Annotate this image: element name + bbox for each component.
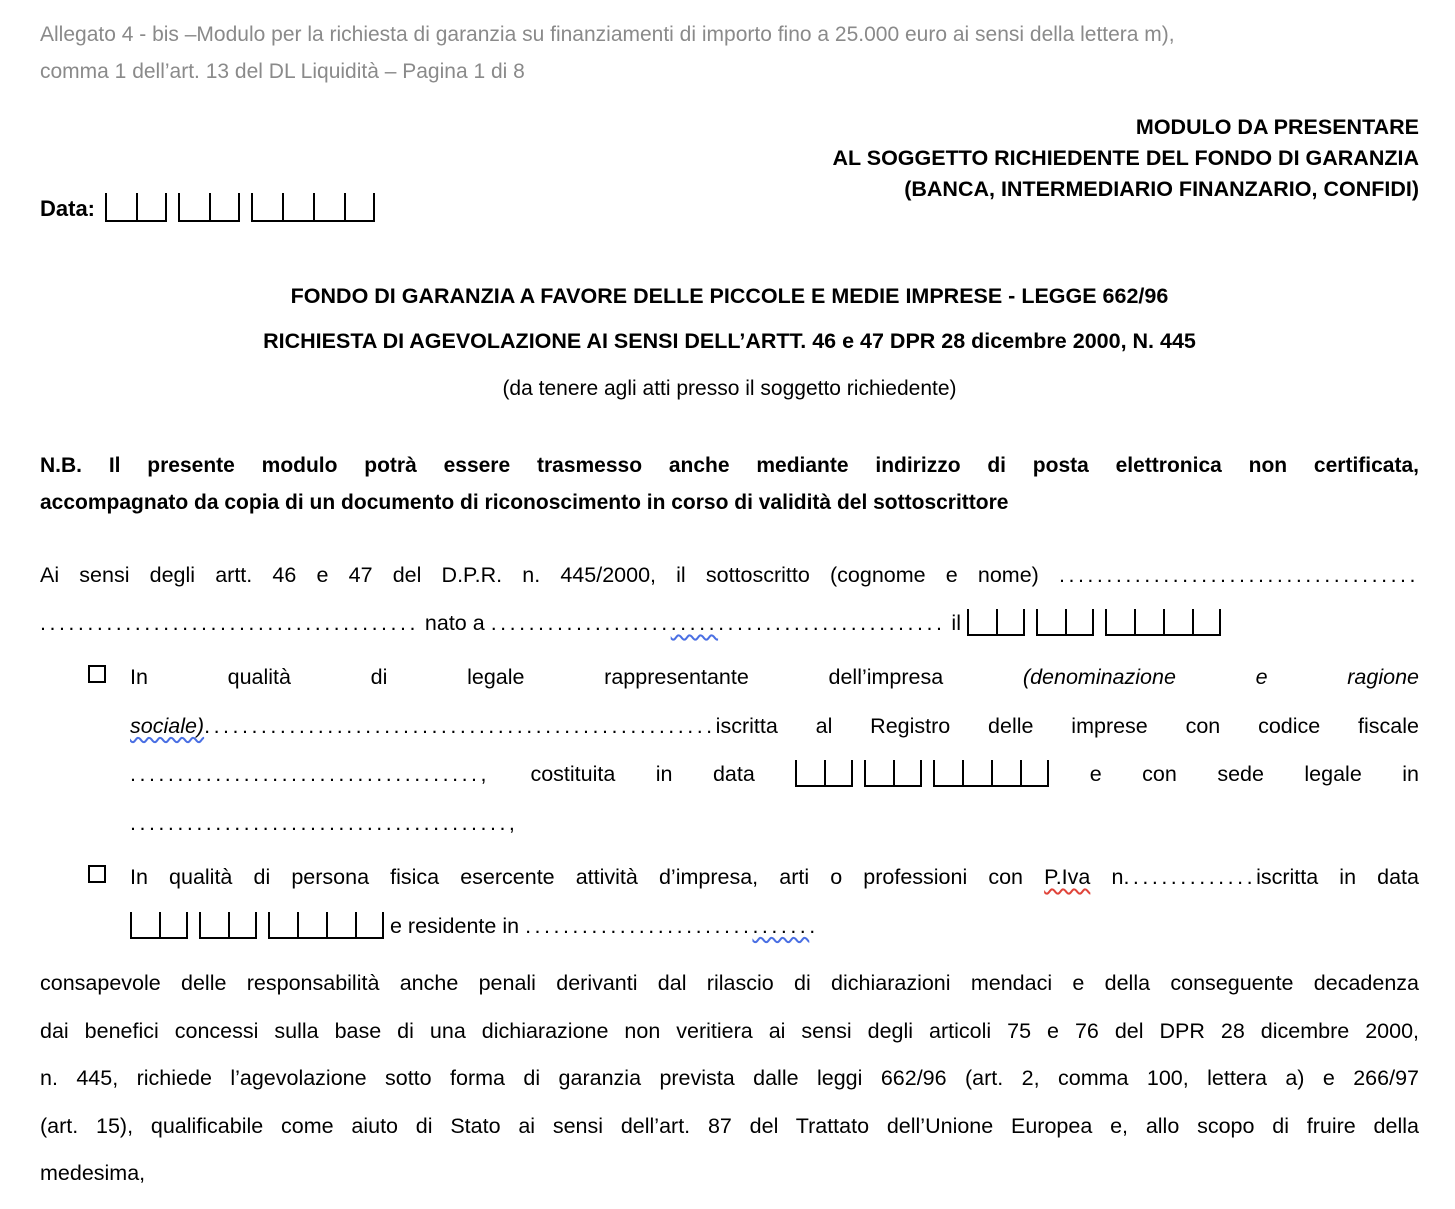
closing-paragraph <box>40 960 1419 1198</box>
fiscal-code-fill-in-line: ....................................., <box>130 762 490 786</box>
name-fill-in-line-2: ........................................ <box>40 611 419 635</box>
date-field-label: Data: <box>40 196 96 221</box>
option1-line-2 <box>130 702 1419 751</box>
vat-number-label: n <box>1111 865 1124 889</box>
nb-line-2: accompagnato da copia di un documento di riconoscimento in corso di validità del sottoscrittore <box>40 491 1009 514</box>
born-in-label: nato a <box>424 611 485 635</box>
closing-line-1: consapevole delle responsabilità anche penali derivanti dal rilascio di dichiarazioni mendaci e della conseguente decadenza <box>40 971 1419 995</box>
birthplace-fill-in-line: ................... <box>490 611 671 635</box>
header-note <box>40 16 1419 90</box>
closing-line-5: medesima, <box>40 1161 146 1185</box>
declaration-line-2 <box>40 599 1419 647</box>
nb-line-1: N.B. Il presente modulo potrà essere trasmesso anche mediante indirizzo di posta elettronica non certificata, <box>40 454 1419 477</box>
closing-line-4: (art. 15), qualificabile come aiuto di Stato ai sensi dell’art. 87 del Trattato dell’Unione Europea e, allo scopo di fruire della <box>40 1113 1419 1138</box>
checkbox-natural-person[interactable] <box>88 865 106 883</box>
form-subtitle: (da tenere agli atti presso il soggetto richiedente) <box>502 377 957 400</box>
residence-period: . <box>809 913 816 938</box>
closing-line-3: n. 445, richiede l’agevolazione sotto forma di garanzia prevista dalle leggi 662/96 (art. 2, comma 100, lettera a) e 266/97 <box>40 1066 1419 1090</box>
registration-date-comb-field[interactable] <box>130 912 384 939</box>
closing-line-2: dai benefici concessi sulla base di una dichiarazione non veritiera ai sensi degli articoli 75 e 76 del DPR 28 dicembre 2000, <box>40 1018 1419 1043</box>
form-title-line-2: RICHIESTA DI AGEVOLAZIONE AI SENSI DELL’ARTT. 46 e 47 DPR 28 dicembre 2000, N. 445 <box>263 329 1196 353</box>
option2-text-2: iscritta in data <box>1256 865 1419 889</box>
registered-office-fill-in-line: ........................................, <box>130 810 519 835</box>
date-comb-field[interactable] <box>105 193 375 222</box>
checkbox-legal-representative[interactable] <box>88 665 106 683</box>
header-note-line-2: comma 1 dell’art. 13 del DL Liquidità – Pagina 1 di 8 <box>40 60 525 83</box>
declaration-paragraph <box>40 551 1419 647</box>
form-title-line-1: FONDO DI GARANZIA A FAVORE DELLE PICCOLE E MEDIE IMPRESE - LEGGE 662/96 <box>290 284 1169 308</box>
option-natural-person <box>40 853 1419 950</box>
name-fill-in-line: ...................................... <box>1059 563 1419 587</box>
declaration-line-1 <box>40 551 1419 599</box>
resident-in-label: e residente in <box>389 913 520 938</box>
option1-text: In qualità di legale rappresentante dell’impresa <box>130 665 944 689</box>
spellcheck-squiggle-blue-2: ...... <box>752 913 810 938</box>
spellcheck-squiggle-blue: ..... <box>670 611 719 635</box>
presentation-heading <box>40 112 1419 205</box>
option-legal-representative <box>40 653 1419 847</box>
option1-line-1 <box>130 653 1419 702</box>
option2-line-2 <box>130 902 1419 951</box>
company-name-fill-in-line: ...................................................... <box>204 713 716 738</box>
presentation-line-1: MODULO DA PRESENTARE <box>1135 115 1419 139</box>
constitution-date-label: costituita in data <box>530 762 755 786</box>
option1-italic-note-2: sociale) <box>130 713 205 738</box>
registered-office-label: e con sede legale in <box>1089 762 1419 786</box>
birthplace-fill-in-line-2: ........................ <box>718 611 946 635</box>
option2-line-1 <box>130 853 1419 902</box>
option2-text: In qualità di persona fisica esercente attività d’impresa, arti o professioni con <box>130 865 1024 889</box>
piva-label: P.Iva <box>1044 865 1091 889</box>
option1-line-3 <box>130 750 1419 799</box>
option1-text-2: iscritta al Registro delle imprese con codice fiscale <box>715 713 1419 738</box>
residence-fill-in-line: ........................ <box>525 913 753 938</box>
header-note-line-1: Allegato 4 - bis –Modulo per la richiesta di garanzia su finanziamenti di importo fino a 25.000 euro ai sensi della lettera m), <box>40 23 1175 46</box>
presentation-line-2: AL SOGGETTO RICHIEDENTE DEL FONDO DI GARANZIA <box>832 146 1419 170</box>
presentation-line-3: (BANCA, INTERMEDIARIO FINANZARIO, CONFIDI) <box>904 177 1419 201</box>
birth-date-comb-field[interactable] <box>967 609 1221 636</box>
option1-line-4 <box>130 799 1419 848</box>
on-date-label: il <box>951 611 961 635</box>
nb-paragraph <box>40 447 1419 521</box>
declaration-text: Ai sensi degli artt. 46 e 47 del D.P.R. n. 445/2000, il sottoscritto (cognome e nome) <box>40 563 1039 587</box>
option1-italic-note: (denominazione e ragione <box>1022 665 1419 689</box>
constitution-date-comb-field[interactable] <box>795 760 1049 787</box>
vat-number-fill-in-line: .............. <box>1123 865 1257 889</box>
